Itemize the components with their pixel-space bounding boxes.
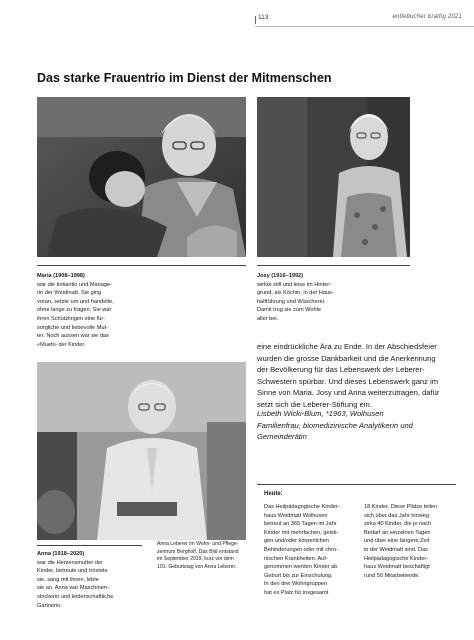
caption-josy-line: Damit trug sie zum Wohle — [257, 307, 321, 314]
caption-maria-name: Maria (1908–1998) — [37, 273, 85, 279]
caption-anna-line: war die Herzensmutter der — [37, 559, 103, 566]
body-line: eine eindrückliche Ära zu Ende. In der Abschiedsfeier — [257, 342, 437, 351]
page-number: 113 — [258, 14, 269, 21]
caption-anna — [37, 550, 142, 610]
heute-line: In den drei Wohngruppen — [264, 581, 328, 588]
divider-anna — [37, 545, 142, 546]
caption-maria-line: ter. Noch aussen war sie das — [37, 333, 109, 340]
caption-maria — [37, 272, 142, 349]
caption-anna-line: Gärtnerin. — [37, 602, 62, 609]
heute-line: Bedarf an einzelnen Tagen — [364, 529, 431, 536]
divider-josy — [257, 265, 410, 266]
heute-line: haus Weidmatt beschäftigt — [364, 564, 430, 571]
photo-caption-line: zentrum Bergholf. Das Bild entstand — [157, 548, 239, 555]
caption-josy-line: haltführung und Wäscherei. — [257, 298, 326, 305]
caption-maria-line: war die Initiantin und Manage- — [37, 281, 112, 288]
heute-line: Heilpädagogische Kinder- — [364, 555, 429, 562]
header-rule — [255, 16, 256, 24]
caption-josy-name: Josy (1916–1992) — [257, 273, 304, 279]
divider-maria — [37, 265, 246, 266]
heute-line: nischen Krankheiten. Auf- — [264, 555, 328, 562]
author-line: Familienfrau, biomedizinische Analytikerin und — [257, 420, 413, 430]
body-line: wurden die grosse Dankbarkeit und die Anerkennung — [257, 353, 436, 363]
divider-heute — [257, 484, 456, 485]
heute-line: Behinderungen oder mit chro- — [264, 546, 339, 553]
photo-maria-with-child — [37, 97, 246, 257]
heute-line: Kinder mit mehrfachen, geisti- — [264, 529, 339, 536]
author-line: Gemeinderätin — [257, 432, 307, 441]
caption-maria-line: rin der Weidmatt. Sie ging — [37, 290, 102, 297]
heute-line: zirka 40 Kinder, die je nach — [364, 521, 432, 528]
journal-name: entlebucher brattig 2021 — [392, 14, 462, 20]
photo-caption-anna — [157, 541, 255, 571]
heute-line: haus Weidmatt Wolhusen — [264, 512, 328, 519]
caption-maria-line: «Mueti» der Kinder. — [37, 341, 86, 348]
body-line: Schwestern spürbar. Und dieses Lebenswerk ganz im — [257, 376, 439, 386]
caption-maria-line: ohne lange zu fragen. Sie war — [37, 307, 112, 314]
photo-caption-line: im September 2019, kurz vor dem — [157, 556, 234, 563]
heute-line: betreut an 365 Tagen im Jahr — [264, 521, 337, 528]
heute-line: Das Heilpädagogische Kinder- — [264, 504, 340, 510]
article-body — [257, 341, 449, 410]
heute-line: genommen werden Kinder ab — [264, 564, 338, 571]
author-byline — [257, 408, 449, 443]
heute-line: rund 50 Mitarbeitende. — [364, 572, 420, 579]
heute-line: Geburt bis zur Einschulung. — [264, 572, 333, 579]
heute-line: 18 Kinder. Diese Plätze teilen — [364, 504, 438, 510]
heute-line: hat es Platz für insgesamt — [264, 589, 329, 596]
body-line: Sinne von Maria, Josy und Anna weiterzutragen, dafür — [257, 388, 440, 397]
heute-line: sich über das Jahr hinweg — [364, 512, 429, 519]
heute-line: in der Weidmatt sind. Das — [364, 546, 428, 553]
caption-maria-line: sorgliche und liebevolle Mut- — [37, 324, 108, 331]
caption-anna-line: sie, sang mit ihnen, lebte — [37, 576, 99, 583]
photo-anna — [37, 362, 246, 540]
caption-josy-line: grund, als Köchin, in der Haus- — [257, 290, 334, 297]
caption-maria-line: voran, setzte um und handelte, — [37, 298, 114, 305]
heute-line: gen und/oder körperlichen — [264, 538, 329, 545]
photo-caption-line: Anna Leberer im Wohn- und Pflege- — [157, 541, 239, 547]
caption-josy-line: aller bei. — [257, 315, 279, 322]
caption-anna-line: strickerin und leidenschaftliche — [37, 593, 114, 600]
header-divider — [255, 26, 474, 27]
author-line: Lisbeth Wicki-Blum, *1963, Wolhusen — [257, 409, 384, 418]
heute-line: und über eine längere Zeit — [364, 538, 430, 545]
caption-maria-line: ihren Schützlingen eine für- — [37, 315, 106, 322]
heute-heading: Heute: — [264, 491, 283, 497]
body-line: der Bevölkerung für das Lebenswerk der Leberer- — [257, 365, 425, 374]
body-line: setzt sich die Leberer-Stiftung ein. — [257, 399, 372, 409]
heute-column-1 — [264, 503, 358, 598]
heute-column-2 — [364, 503, 456, 580]
caption-josy-line: wirkte still und leise im Hinter- — [257, 281, 331, 288]
caption-anna-line: sie an. Anna war Maschinen- — [37, 585, 109, 592]
article-title: Das starke Frauentrio im Dienst der Mitmenschen — [37, 71, 332, 85]
caption-anna-line: Kinder, betreute und tröstete — [37, 568, 108, 575]
photo-josy — [257, 97, 410, 257]
caption-anna-name: Anna (1918–2020) — [37, 551, 85, 557]
caption-josy — [257, 272, 352, 324]
photo-caption-line: 101. Geburtstag von Anna Leberer. — [157, 563, 237, 570]
